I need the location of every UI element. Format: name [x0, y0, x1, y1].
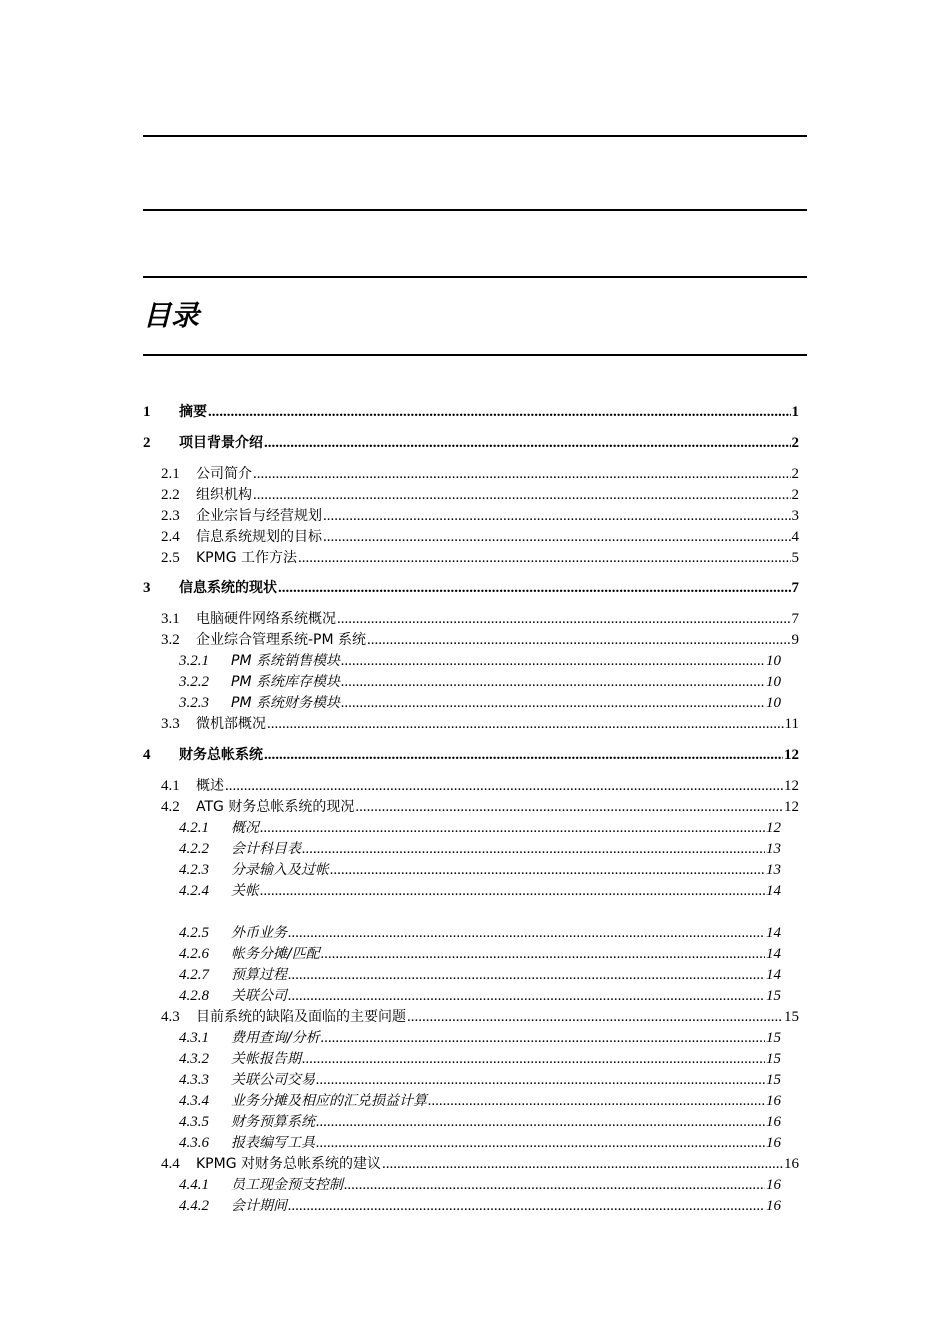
toc-entry[interactable]	[143, 630, 799, 651]
toc-entry-number: 4.3.6	[179, 1135, 209, 1151]
toc-entry-label: 关联公司交易	[231, 1072, 315, 1088]
toc-entry-page: 15	[766, 1051, 781, 1067]
toc-entry[interactable]	[143, 1091, 799, 1112]
toc-entry-page: 7	[791, 611, 799, 627]
toc-leader-dots	[321, 1028, 765, 1049]
toc-leader-dots	[355, 797, 783, 818]
toc-entry-page: 2	[791, 435, 799, 451]
toc-leader-dots	[253, 485, 791, 506]
toc-entry-number: 1	[143, 404, 151, 420]
toc-entry-label: ATG 财务总帐系统的现况	[196, 799, 355, 815]
toc-entry-label: 员工现金预支控制	[231, 1177, 343, 1193]
toc-entry-page: 15	[766, 988, 781, 1004]
toc-entry-label: 费用查询/分析	[231, 1030, 320, 1046]
toc-entry-label: 目前系统的缺陷及面临的主要问题	[196, 1009, 406, 1025]
toc-leader-dots	[341, 693, 765, 714]
toc-entry-page: 16	[766, 1177, 781, 1193]
toc-entry[interactable]	[143, 965, 799, 986]
toc-entry-label: 项目背景介绍	[179, 435, 263, 451]
toc-entry-page: 15	[766, 1072, 781, 1088]
toc-entry-label: 概况	[231, 820, 259, 836]
toc-leader-dots	[428, 1091, 765, 1112]
toc-leader-dots	[323, 527, 791, 548]
toc-entry-number: 4.2.1	[179, 820, 209, 836]
toc-entry-label: 财务总帐系统	[179, 747, 263, 763]
toc-entry-page: 12	[784, 747, 799, 763]
toc-entry-number: 4.2.7	[179, 967, 209, 983]
toc-entry-label: 报表编写工具	[231, 1135, 315, 1151]
toc-entry-number: 2.1	[161, 466, 180, 482]
toc-entry-number: 4.3	[161, 1009, 180, 1025]
toc-leader-dots	[298, 548, 790, 569]
toc-entry-number: 3.2.2	[179, 674, 209, 690]
toc-leader-dots	[302, 839, 765, 860]
toc-entry-page: 10	[766, 674, 781, 690]
toc-entry[interactable]	[143, 693, 799, 714]
toc-entry-label: 会计期间	[231, 1198, 287, 1214]
toc-entry[interactable]	[143, 745, 799, 766]
toc-entry-number: 3.2.3	[179, 695, 209, 711]
toc-entry-number: 2.5	[161, 550, 180, 566]
toc-entry-number: 4.2.3	[179, 862, 209, 878]
toc-leader-dots	[316, 1070, 765, 1091]
toc-leader-dots	[302, 1049, 765, 1070]
toc-entry[interactable]	[143, 797, 799, 818]
toc-entry-page: 16	[766, 1198, 781, 1214]
toc-entry[interactable]	[143, 776, 799, 797]
toc-entry-page: 2	[791, 466, 799, 482]
toc-entry-number: 4.4.2	[179, 1198, 209, 1214]
toc-entry[interactable]	[143, 839, 799, 860]
toc-entry-number: 2.4	[161, 529, 180, 545]
toc-leader-dots	[316, 1133, 765, 1154]
toc-entry[interactable]	[143, 506, 799, 527]
toc-entry-label: 帐务分摊/匹配	[231, 946, 320, 962]
toc-entry-number: 3.1	[161, 611, 180, 627]
toc-entry-page: 2	[791, 487, 799, 503]
toc-entry-number: 2.3	[161, 508, 180, 524]
toc-entry[interactable]	[143, 609, 799, 630]
toc-entry-label: 会计科目表	[231, 841, 301, 857]
toc-entry-page: 15	[766, 1030, 781, 1046]
toc-entry-label: 关帐	[231, 883, 259, 899]
toc-entry-page: 10	[766, 653, 781, 669]
toc-entry-label: KPMG 对财务总帐系统的建议	[196, 1156, 382, 1172]
toc-leader-dots	[260, 881, 765, 902]
toc-entry-page: 9	[791, 632, 799, 648]
toc-entry-page: 16	[784, 1156, 799, 1172]
toc-entry[interactable]	[143, 485, 799, 506]
toc-entry[interactable]	[143, 402, 799, 423]
toc-entry[interactable]	[143, 1196, 799, 1217]
toc-leader-dots	[208, 402, 791, 423]
toc-entry[interactable]	[143, 944, 799, 965]
toc-entry[interactable]	[143, 672, 799, 693]
toc-entry-label: 预算过程	[231, 967, 287, 983]
toc-entry-page: 5	[791, 550, 799, 566]
toc-entry-page: 4	[791, 529, 799, 545]
toc-entry-number: 4.3.1	[179, 1030, 209, 1046]
toc-entry-page: 1	[791, 404, 799, 420]
toc-leader-dots	[330, 860, 765, 881]
toc-entry[interactable]	[143, 1154, 799, 1175]
toc-entry-page: 14	[766, 883, 781, 899]
toc-entry[interactable]	[143, 986, 799, 1007]
title-rule-top	[143, 276, 807, 278]
toc-entry[interactable]	[143, 714, 799, 735]
toc-entry-number: 4.4	[161, 1156, 180, 1172]
toc-entry-label: 财务预算系统	[231, 1114, 315, 1130]
toc-entry-number: 4.2.8	[179, 988, 209, 1004]
toc-leader-dots	[341, 651, 765, 672]
toc-entry-number: 3.2	[161, 632, 180, 648]
toc-leader-dots	[288, 965, 765, 986]
toc-entry-page: 3	[791, 508, 799, 524]
toc-entry-number: 3	[143, 580, 151, 596]
toc-entry[interactable]	[143, 578, 799, 599]
toc-entry-page: 7	[791, 580, 799, 596]
toc-entry[interactable]	[143, 1175, 799, 1196]
toc-entry-page: 14	[766, 925, 781, 941]
toc-entry[interactable]	[143, 923, 799, 944]
toc-entry-number: 2.2	[161, 487, 180, 503]
toc-entry-number: 4.3.2	[179, 1051, 209, 1067]
toc-leader-dots	[278, 578, 791, 599]
toc-entry[interactable]	[143, 818, 799, 839]
toc-leader-dots	[316, 1112, 765, 1133]
toc-entry-label: PM 系统财务模块	[231, 695, 340, 711]
toc-leader-dots	[341, 672, 765, 693]
toc-leader-dots	[321, 944, 765, 965]
toc-entry-label: 外币业务	[231, 925, 287, 941]
toc-entry-page: 13	[766, 862, 781, 878]
toc-entry[interactable]	[143, 548, 799, 569]
toc-entry-page: 16	[766, 1114, 781, 1130]
toc-entry-label: 企业宗旨与经营规划	[196, 508, 322, 524]
toc-leader-dots	[323, 506, 791, 527]
toc-entry-page: 11	[784, 716, 799, 732]
toc-entry-page: 14	[766, 967, 781, 983]
toc-leader-dots	[288, 1196, 765, 1217]
title-rule-bottom	[143, 354, 807, 356]
toc-entry[interactable]	[143, 433, 799, 454]
toc-entry-page: 12	[784, 799, 799, 815]
toc-leader-dots	[288, 923, 765, 944]
toc-entry-number: 3.3	[161, 716, 180, 732]
header-rule-top	[143, 135, 807, 137]
toc-entry[interactable]	[143, 1070, 799, 1091]
toc-leader-dots	[337, 609, 791, 630]
toc-entry[interactable]	[143, 651, 799, 672]
toc-entry-number: 4	[143, 747, 151, 763]
toc-leader-dots	[344, 1175, 765, 1196]
toc-entry[interactable]	[143, 1133, 799, 1154]
toc-entry-label: 业务分摊及相应的汇兑损益计算	[231, 1093, 427, 1109]
toc-leader-dots	[382, 1154, 783, 1175]
toc-entry-label: 关联公司	[231, 988, 287, 1004]
toc-entry-number: 4.2.4	[179, 883, 209, 899]
toc-leader-dots	[267, 714, 784, 735]
toc-entry-number: 2	[143, 435, 151, 451]
toc-entry-label: 摘要	[179, 404, 207, 420]
toc-entry-number: 4.3.5	[179, 1114, 209, 1130]
toc-entry-label: 公司简介	[196, 466, 252, 482]
toc-entry[interactable]	[143, 1028, 799, 1049]
toc-entry-label: 概述	[196, 778, 224, 794]
toc-leader-dots	[367, 630, 790, 651]
toc-entry-page: 10	[766, 695, 781, 711]
toc-entry-number: 4.2.6	[179, 946, 209, 962]
toc-entry-number: 4.1	[161, 778, 180, 794]
toc-entry-number: 4.2.5	[179, 925, 209, 941]
toc-entry-number: 4.2.2	[179, 841, 209, 857]
toc-title: 目录	[143, 299, 200, 332]
toc-entry-number: 4.4.1	[179, 1177, 209, 1193]
toc-entry[interactable]	[143, 860, 799, 881]
toc-entry[interactable]	[143, 1007, 799, 1028]
toc-entry-label: 关帐报告期	[231, 1051, 301, 1067]
toc-entry-number: 3.2.1	[179, 653, 209, 669]
toc-entry-page: 16	[766, 1093, 781, 1109]
toc-entry-label: 组织机构	[196, 487, 252, 503]
toc-entry-page: 15	[784, 1009, 799, 1025]
toc-entry-label: 微机部概况	[196, 716, 266, 732]
toc-entry[interactable]	[143, 464, 799, 485]
toc-leader-dots	[264, 745, 783, 766]
toc-entry[interactable]	[143, 1112, 799, 1133]
toc-leader-dots	[264, 433, 791, 454]
toc-entry-label: 电脑硬件网络系统概况	[196, 611, 336, 627]
toc-entry-page: 16	[766, 1135, 781, 1151]
toc-entry-page: 12	[784, 778, 799, 794]
toc-entry-number: 4.3.4	[179, 1093, 209, 1109]
toc-entry-page: 14	[766, 946, 781, 962]
toc-entry-label: PM 系统库存模块	[231, 674, 340, 690]
toc-entry-label: 企业综合管理系统-PM 系统	[196, 632, 367, 648]
toc-entry-label: KPMG 工作方法	[196, 550, 298, 566]
header-rule-middle	[143, 209, 807, 211]
toc-entry-number: 4.2	[161, 799, 180, 815]
toc-entry-page: 12	[766, 820, 781, 836]
toc-entry-label: PM 系统销售模块	[231, 653, 340, 669]
toc-entry-label: 信息系统规划的目标	[196, 529, 322, 545]
toc-leader-dots	[225, 776, 783, 797]
toc-entry[interactable]	[143, 527, 799, 548]
toc-entry[interactable]	[143, 881, 799, 902]
toc-leader-dots	[407, 1007, 783, 1028]
toc-leader-dots	[288, 986, 765, 1007]
toc-entry-label: 分录输入及过帐	[231, 862, 329, 878]
toc-entry-label: 信息系统的现状	[179, 580, 277, 596]
toc-entry[interactable]	[143, 1049, 799, 1070]
toc-leader-dots	[253, 464, 791, 485]
toc-leader-dots	[260, 818, 765, 839]
toc-entry-number: 4.3.3	[179, 1072, 209, 1088]
toc-entry-page: 13	[766, 841, 781, 857]
